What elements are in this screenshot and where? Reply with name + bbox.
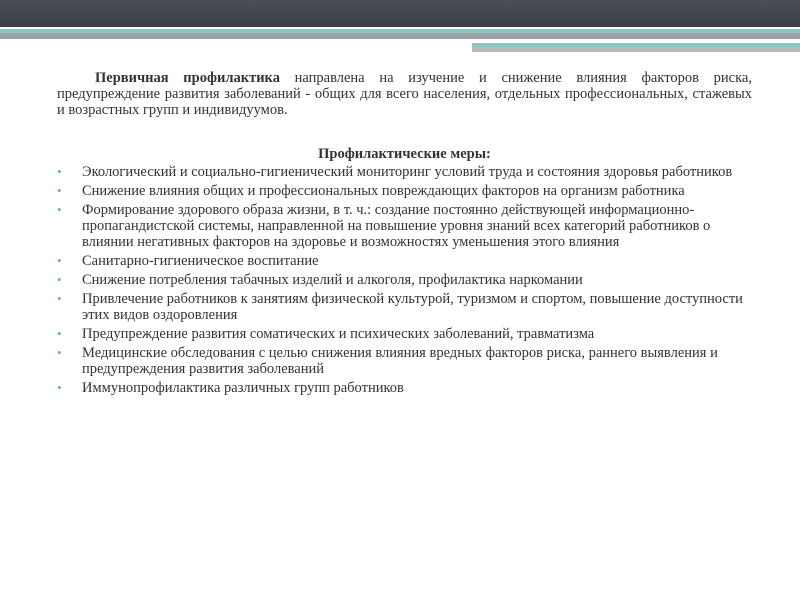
- list-item-text: Снижение влияния общих и профессиональных повреждающих факторов на организм работника: [82, 183, 685, 199]
- list-item-text: Снижение потребления табачных изделий и алкоголя, профилактика наркомании: [82, 272, 583, 288]
- bullet-icon: •: [57, 345, 62, 360]
- list-item: [57, 253, 752, 269]
- bullet-icon: •: [57, 272, 62, 287]
- list-item-text: Формирование здорового образа жизни, в т. ч.: создание постоянно действующей информационно-пропагандистской системы, направленной на повышение уровня знаний всех категорий работников о влиянии негативных факторов на здоровье и возможностях уменьшения этого влияния: [82, 202, 711, 250]
- list-item-text: Привлечение работников к занятиям физической культурой, туризмом и спортом, повышение доступности этих видов оздоровления: [82, 291, 743, 323]
- list-item: [57, 380, 752, 396]
- top-bar: [0, 0, 800, 27]
- intro-bold-lead: Первичная профилактика: [95, 70, 280, 86]
- list-item-text: Предупреждение развития соматических и психических заболеваний, травматизма: [82, 326, 595, 342]
- bullet-icon: •: [57, 253, 62, 268]
- list-item: [57, 164, 752, 180]
- gray-stripe-short: [472, 47, 800, 52]
- measures-heading: Профилактические меры:: [318, 146, 491, 162]
- bullet-icon: •: [57, 291, 62, 306]
- list-item-text: Экологический и социально-гигиенический мониторинг условий труда и состояния здоровья работников: [82, 164, 733, 180]
- measures-list: [57, 164, 752, 396]
- bullet-icon: •: [57, 202, 62, 217]
- intro-paragraph: [57, 70, 752, 118]
- list-item-text: Иммунопрофилактика различных групп работников: [82, 380, 404, 396]
- bullet-icon: •: [57, 380, 62, 395]
- slide-content: [57, 70, 752, 399]
- list-item: [57, 326, 752, 342]
- list-item: [57, 272, 752, 288]
- list-item-text: Санитарно-гигиеническое воспитание: [82, 253, 319, 269]
- list-item: [57, 183, 752, 199]
- list-item: [57, 202, 752, 250]
- bullet-icon: •: [57, 164, 62, 179]
- intro-text: направлена на изучение и снижение влияния факторов риска, предупреждение развития заболеваний - общих для всего населения, отдельных профессиональных, стажевых и возрастных групп и индивидуумов.: [57, 70, 752, 118]
- list-item: [57, 345, 752, 377]
- list-item: [57, 291, 752, 323]
- list-item-text: Медицинские обследования с целью снижения влияния вредных факторов риска, раннего выявления и предупреждения развития заболеваний: [82, 345, 718, 377]
- gray-stripe: [0, 33, 800, 39]
- bullet-icon: •: [57, 183, 62, 198]
- bullet-icon: •: [57, 326, 62, 341]
